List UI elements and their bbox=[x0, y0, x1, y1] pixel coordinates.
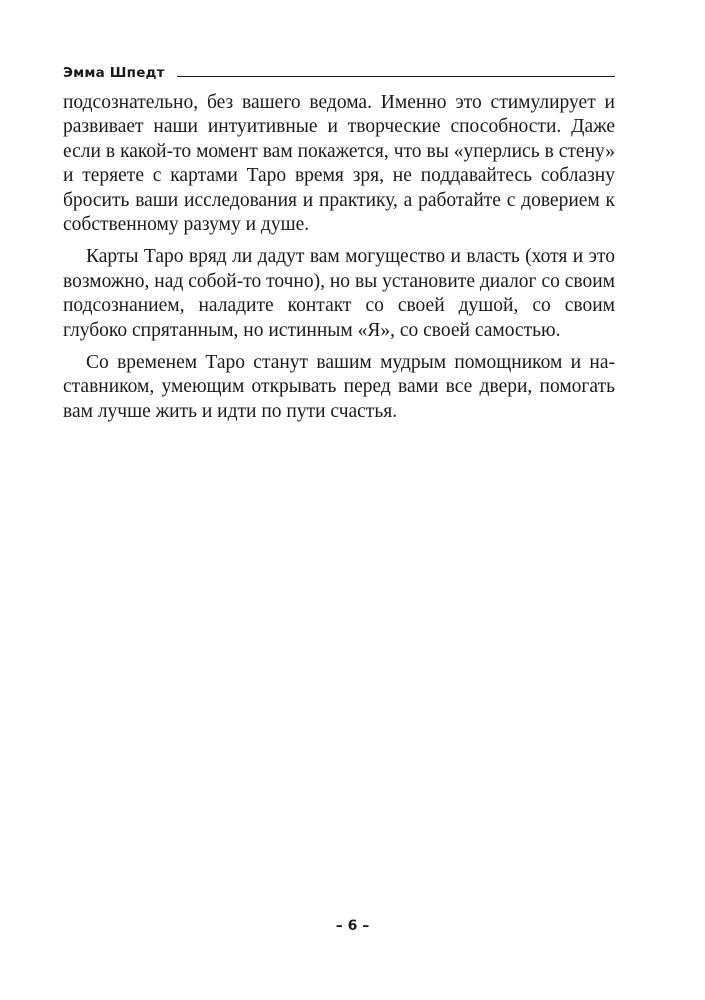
paragraph-1: подсознательно, без вашего ведома. Именно это стимулирует и развивает наши интуитивные и творческие способности. Даже если в какой-то момент вам покажется, что вы «уперлись в стену» и теряете с картами Таро время зря, не поддавайтесь соблазну бросить ваши исследования и практику, а работайте с доверием к собственному разуму и душе. bbox=[63, 92, 615, 236]
header-rule bbox=[177, 76, 615, 77]
running-header bbox=[63, 61, 615, 81]
author-name: Эмма Шпедт bbox=[63, 64, 165, 81]
page-number: – 6 – bbox=[335, 918, 370, 934]
paragraph-2: Карты Таро вряд ли дадут вам могущество и власть (хотя и это возможно, над собой-то точно), но вы установите диалог со своим подсознанием, наладите контакт со своей душой, со своим глубоко спрятанным, но истинным «Я», со своей самостью. bbox=[63, 246, 615, 341]
page-body bbox=[63, 91, 615, 432]
paragraph-3: Со временем Таро станут вашим мудрым помощником и наставником, умеющим открывать перед вами все двери, помогать вам лучше жить и идти по пути счастья. bbox=[63, 352, 615, 422]
